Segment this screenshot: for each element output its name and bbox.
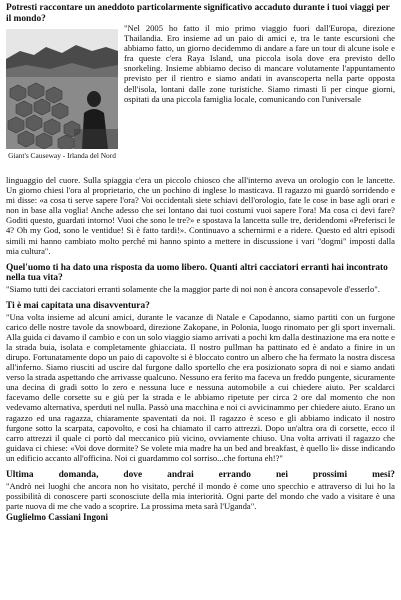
fourth-section [6, 470, 395, 522]
question-3: Ti è mai capitata una disavventura? [6, 301, 150, 312]
answer-4: "Andrò nei luoghi che ancora non ho visitato, perché il mondo è come uno specchio e attraverso di lui ho la possibilità di conoscere parti sconosciute della mia interiorità. Ogni parte del mondo che vado a visitare è una parte nuova di me che vado a scoprire. La prossima meta sarà l'Uganda". [6, 480, 395, 511]
first-section [6, 3, 395, 175]
author-name: Guglielmo Cassiani Ingoni [6, 511, 109, 522]
question-4: Ultima domanda, dove andrai errando nei prossimi mesi? [6, 470, 395, 481]
answer-1-continued: linguaggio del cuore. Sulla spiaggia c'era un piccolo chiosco che all'interno aveva un orologio con le lancette. Un giorno chiesi l'ora al proprietario, che un pochino di inglese lo masticava. Il ragazzo mi guardò sorridendo e mi disse: «a cosa ti serve sapere l'ora? Voi occidentali siete schiavi dell'orologio, fate le cose in base agli orari e non in base alla voglia! Anche adesso che sei lontano dai tuoi costumi vuoi sapere l'ora! Ma cosa ci devi fare? Goditi questo, guardati intorno! Vuoi che sono le tre?» e spostava la lancetta sulle tre, deridendomi «Preferisci le 4? Oh my God, sono le ventidue! Si è fatto tardi!». Continuavo a schernirmi e a ridere. Questo ed altri episodi simili mi hanno cambiato molto perché mi hanno spinto a mettere in discussione i vari "dogmi" imposti dalla mia cultura". [6, 175, 395, 256]
third-section [6, 301, 395, 463]
answer-1-side-text: "Nel 2005 ho fatto il mio primo viaggio fuori dall'Europa, direzione Thailandia. Ero insieme ad un paio di amici e, tra le tante escursioni che abbiamo fatto, un giorno decidemmo di andare a fare un tour di alcune isole e fra queste c'era Raya Island, una piccola isola dove era previsto dello snorkeling. Insieme abbiamo deciso di mancare volutamente l'appuntamento previsto per il rientro e siamo andati in avanscoperta nella parte opposta dell'isola, lontani dalle zone turistiche. Siamo rimasti lì per cinque giorni, ospitati da una piccola famiglia locale, comunicando con l'universale [124, 23, 395, 104]
photo-figure [6, 29, 118, 175]
article [6, 3, 395, 522]
question-1: Potresti raccontare un aneddoto particolarmente significativo accaduto durante i tuoi viaggi per il mondo? [6, 3, 390, 24]
answer-3: "Una volta insieme ad alcuni amici, durante le vacanze di Natale e Capodanno, siamo partiti con un furgone carico delle nostre tavole da snowboard, direzione Zakopane, in Polonia, luogo rinomato per gli sport invernali. Alla guida ci davamo il cambio e con un solo viaggio siamo arrivati a pochi km dalla destinazione ma era notte e la strada buia, isolata e completamente ghiacciata. Il nostro pullman ha pattinato ed è andato a finire in un dirupo. Fortunatamente dopo un paio di capovolte si è bloccato contro un albero che ha fermato la nostra discesa all'inferno. Siamo riusciti ad uscire dal furgone dallo sportello che era posizionato sopra di noi e siamo andati verso la strada aspettando che arrivasse qualcuno. Nessuno era ferito ma faceva un freddo pungente, sicuramente una decina di gradi sotto lo zero e nessuna luce e nessuna automobile a cui chiedere aiuto. Per scaldarci facevamo delle corsette su e giù per la strada e le abbiamo ripetute per circa 2 ore dal momento che non vedevamo alternativa, sperduti nel nulla. Passò una macchina e noi ci avvicinammo per chiedere aiuto. Erano un ragazzo ed una ragazza, chiaramente spaventati da noi. Il ragazzo è sceso e gli abbiamo indicato il nostro furgone sotto la scarpata, capovolto, e così ha chiamato il carro attrezzi. Dopo un'altra ora di corsette, ecco il carro attrezzi il quale ci portò dal meccanico più vicino, ovviamente chiuso. Una volta arrivati il ragazzo che guidava ci chiese: «Voi dove dormite? Se volete mia madre ha un bed and breakfast, è quello lì» disse indicando un edificio accanto all'officina. Noi ci guardammo col sorriso...che fortuna eh!?" [6, 311, 395, 463]
second-section [6, 263, 395, 294]
coast-landscape-image [6, 29, 118, 149]
answer-2: "Siamo tutti dei cacciatori erranti solamente che la maggior parte di noi non è ancora consapevole d'esserlo". [6, 283, 380, 294]
giants-causeway-photo [6, 29, 118, 149]
photo-caption: Giant's Causeway - Irlanda del Nord [8, 151, 116, 160]
question-2: Quel'uomo ti ha dato una risposta da uomo libero. Quanti altri cacciatori erranti hai incontrato nella tua vita? [6, 262, 388, 284]
